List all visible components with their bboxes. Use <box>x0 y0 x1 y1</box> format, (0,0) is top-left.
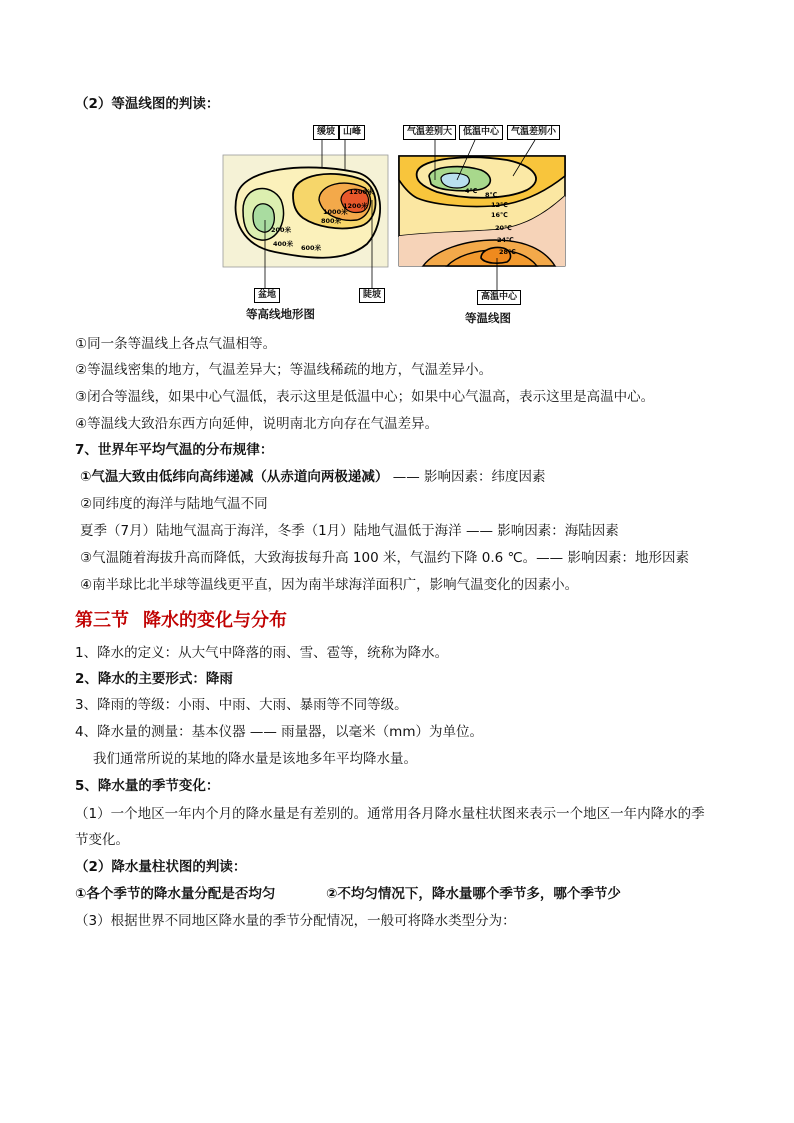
contour-600: 600米 <box>301 244 322 252</box>
rule-latitude-factor: —— 影响因素：纬度因素 <box>388 469 546 485</box>
section-title <box>75 606 287 632</box>
rain-grades: 3、降雨的等级：小雨、中雨、大雨、暴雨等不同等级。 <box>75 697 408 713</box>
section-number: 第三节 <box>75 610 129 631</box>
precip-seasonal-heading: 5、降水量的季节变化： <box>75 778 220 794</box>
isotherm-16: 16℃ <box>491 211 508 219</box>
rule-latitude-bold: ①气温大致由低纬向高纬递减（从赤道向两极递减） <box>80 469 389 485</box>
precip-definition: 1、降水的定义：从大气中降落的雨、雪、雹等，统称为降水。 <box>75 645 449 661</box>
section-name: 降水的变化与分布 <box>143 610 287 631</box>
isotherm-24: 24℃ <box>497 236 514 244</box>
isotherm-4: 4℃ <box>465 187 478 195</box>
label-basin: 盆地 <box>254 288 280 303</box>
contour-800: 800米 <box>321 217 342 225</box>
contour-1000: 1000米 <box>323 208 348 216</box>
heading-temperature-distribution: 7、世界年平均气温的分布规律： <box>75 442 274 458</box>
label-large-difference: 气温差别大 <box>403 125 456 140</box>
isotherm-map-figure <box>395 120 580 328</box>
precip-seasonal-1a: （1）一个地区一年内个月的降水量是有差别的。通常用各月降水量柱状图来表示一个地区一年内降水的季 <box>75 806 705 822</box>
rule-latitude <box>80 467 546 487</box>
precip-seasonal-1b: 节变化。 <box>75 832 129 848</box>
isotherm-28: 28℃ <box>499 248 516 256</box>
subheading-isotherm-reading: （2）等温线图的判读： <box>75 96 220 112</box>
rule-southern-hemisphere: ④南半球比北半球等温线更平直，因为南半球海洋面积广，影响气温变化的因素小。 <box>80 577 579 593</box>
isotherm-point-3: ③闭合等温线，如果中心气温低，表示这里是低温中心；如果中心气温高，表示这里是高温中心。 <box>75 389 655 405</box>
precip-main-form: 2、降水的主要形式：降雨 <box>75 671 233 687</box>
isotherm-8: 8℃ <box>485 191 498 199</box>
precip-average-note: 我们通常所说的某地的降水量是该地多年平均降水量。 <box>93 751 417 767</box>
label-high-temp-center: 高温中心 <box>477 290 521 305</box>
bar-chart-reading-heading: （2）降水量柱状图的判读： <box>75 859 247 875</box>
isotherm-point-1: ①同一条等温线上各点气温相等。 <box>75 336 277 352</box>
label-peak: 山峰 <box>339 125 365 140</box>
isotherm-map-svg <box>395 140 580 300</box>
label-low-temp-center: 低温中心 <box>459 125 503 140</box>
contour-1200-top: 1200米 <box>349 188 374 196</box>
contour-1200-inner: 1200米 <box>343 202 368 210</box>
isotherm-point-4: ④等温线大致沿东西方向延伸，说明南北方向存在气温差异。 <box>75 416 439 432</box>
precip-measurement: 4、降水量的测量：基本仪器 —— 雨量器，以毫米（mm）为单位。 <box>75 724 483 740</box>
bar-chart-question-1: ①各个季节的降水量分配是否均匀 <box>75 886 276 902</box>
rule-land-sea-detail: 夏季（7月）陆地气温高于海洋，冬季（1月）陆地气温低于海洋 —— 影响因素：海陆因素 <box>80 523 619 539</box>
precip-types-intro: （3）根据世界不同地区降水量的季节分配情况，一般可将降水类型分为： <box>75 913 516 929</box>
contour-200: 200米 <box>271 226 292 234</box>
contour-400: 400米 <box>273 240 294 248</box>
isotherm-12: 12℃ <box>491 201 508 209</box>
contour-map-figure <box>215 120 395 325</box>
rule-altitude: ③气温随着海拔升高而降低，大致海拔每升高 100 米，气温约下降 0.6 ℃。—— 影响因素：地形因素 <box>80 550 689 566</box>
caption-isotherm-map: 等温线图 <box>465 311 511 325</box>
isotherm-point-2: ②等温线密集的地方，气温差异大；等温线稀疏的地方，气温差异小。 <box>75 362 493 378</box>
label-gentle-slope: 缓坡 <box>313 125 339 140</box>
bar-chart-question-2: ②不均匀情况下，降水量哪个季节多，哪个季节少 <box>326 886 621 902</box>
rule-land-sea: ②同纬度的海洋与陆地气温不同 <box>80 496 268 512</box>
caption-contour-map: 等高线地形图 <box>246 307 315 321</box>
label-small-difference: 气温差别小 <box>507 125 560 140</box>
contour-map-svg <box>215 140 395 300</box>
label-steep-slope: 陡坡 <box>359 288 385 303</box>
isotherm-20: 20℃ <box>495 224 512 232</box>
